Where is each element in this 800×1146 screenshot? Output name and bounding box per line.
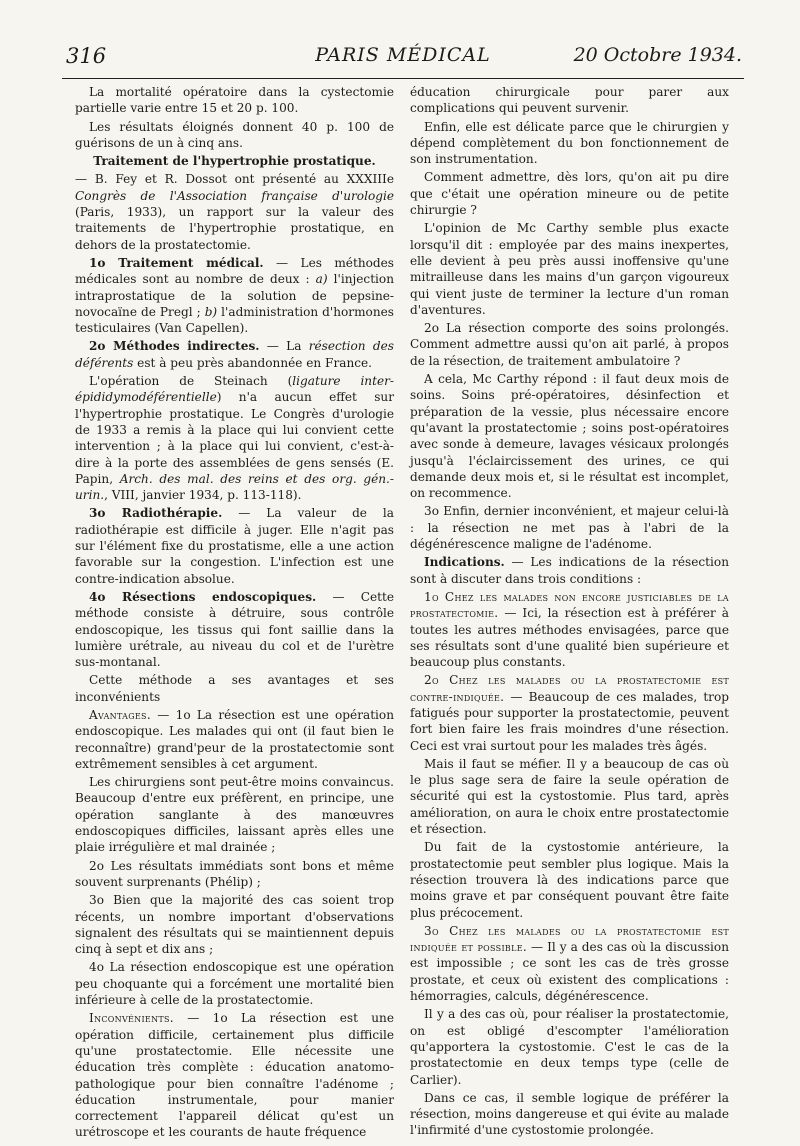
paragraph: Comment admettre, dès lors, qu'on ait pu dire que c'était une opération mineure ou de petite chirurgie ? xyxy=(410,170,729,218)
paragraph: La mortalité opératoire dans la cystectomie partielle varie entre 15 et 20 p. 100. xyxy=(75,85,394,116)
journal-title: PARIS MÉDICAL xyxy=(315,44,491,66)
paragraph: Avantages. — 1o La résection est une opération endoscopique. Les malades qui ont (il faut bien le reconnaître) grand'peur de la prostatectomie sont extrêmement sensibles à cet argument. xyxy=(75,707,394,771)
paragraph: 1o Traitement médical. — Les méthodes médicales sont au nombre de deux : a) l'injection intraprostatique de la solution de pepsine-novocaïne de Pregl ; b) l'administration d'hormones testiculaires (Van Capellen). xyxy=(75,255,394,336)
paragraph: Il y a des cas où, pour réaliser la prostatectomie, on est obligé d'escompter l'amélioration qu'apportera la cystostomie. C'est le cas de la prostatectomie en deux temps type (celle de Carlier). xyxy=(410,1007,729,1087)
paragraph: 3o Bien que la majorité des cas soient trop récents, un nombre important d'observations signalent des résultats qui se maintiennent depuis cinq à sept et dix ans ; xyxy=(75,893,394,957)
paragraph: Inconvénients. — 1o La résection est une opération difficile, certainement plus difficile qu'une prostatectomie. Elle nécessite une éducation très complète : éducation anatomo-pathologique pour bien connaître l'adénome ; éducation instrumentale, pour manier correctement l'appareil délicat qu'est un urétroscope et les courants de haute fréquence xyxy=(75,1011,394,1140)
paragraph: Du fait de la cystostomie antérieure, la prostatectomie peut sembler plus logique. Mais la résection trouvera là des indications parce que moins grave et par conséquent pouvant être faite plus précocement. xyxy=(410,840,729,920)
paragraph: L'opération de Steinach (ligature inter-épididymodéférentielle) n'a aucun effet sur l'hypertrophie prostatique. Le Congrès d'urologie de 1933 a remis à la place qui lui convient cette intervention ; à la place qui lui convient, c'est-à-dire à la porte des assemblées de gens sensés (E. Papin, Arch. des mal. des reins et des org. gén.-urin., VIII, janvier 1934, p. 113-118). xyxy=(75,374,394,503)
paragraph: Les chirurgiens sont peut-être moins convaincus. Beaucoup d'entre eux préfèrent, en principe, une opération sanglante à des manœuvres endoscopiques difficiles, laissant après elles une plaie irrégulière et mal drainée ; xyxy=(75,775,394,855)
paragraph: 1o Chez les malades non encore justiciables de la prostatectomie. — Ici, la résection est à préférer à toutes les autres méthodes envisagées, parce que ses résultats sont d'une qualité bien supérieure et beaucoup plus constants. xyxy=(410,589,729,670)
paragraph: Indications. — Les indications de la résection sont à discuter dans trois conditions : xyxy=(410,555,729,586)
right-column xyxy=(410,84,729,1141)
paragraph: éducation chirurgicale pour parer aux complications qui peuvent survenir. xyxy=(410,85,729,116)
paragraph: Dans ce cas, il semble logique de préférer la résection, moins dangereuse et qui évite au malade l'infirmité d'une cystostomie prolongée. xyxy=(410,1090,729,1138)
paragraph: L'opinion de Mc Carthy semble plus exacte lorsqu'il dit : employée par des mains inexpertes, elle devient à peu près aussi inoffensive qu'une mitrailleuse dans les mains d'un garçon vigoureux qui vient juste de terminer la lecture d'un roman d'aventures. xyxy=(410,221,729,317)
paragraph: 4o Résections endoscopiques. — Cette méthode consiste à détruire, sous contrôle endoscopique, les tissus qui font saillie dans la lumière urétrale, au niveau du col et de l'urètre sus-montanal. xyxy=(75,589,394,670)
paragraph: Enfin, elle est délicate parce que le chirurgien y dépend complètement du bon fonctionnement de son instrumentation. xyxy=(410,119,729,167)
paragraph: — B. Fey et R. Dossot ont présenté au XXXIIIe Congrès de l'Association française d'urologie (Paris, 1933), un rapport sur la valeur des traitements de l'hypertrophie prostatique, en dehors de la prostatectomie. xyxy=(75,172,394,252)
paragraph: 3o Chez les malades ou la prostatectomie est indiquée et possible. — Il y a des cas où la discussion est impossible ; ce sont les cas de très grosse prostate, et ceux où existent des complications : hémorragies, calculs, dégénérescence. xyxy=(410,923,729,1004)
page-header xyxy=(62,38,744,79)
paragraph: 2o La résection comporte des soins prolongés. Comment admettre aussi qu'on ait parlé, à propos de la résection, de traitement ambulatoire ? xyxy=(410,321,729,368)
section-heading: Traitement de l'hypertrophie prostatique. xyxy=(93,154,376,169)
left-column xyxy=(75,84,394,1143)
paragraph: 3o Enfin, dernier inconvénient, et majeur celui-là : la résection ne met pas à l'abri de la dégénérescence maligne de l'adénome. xyxy=(410,504,729,552)
issue-date: 20 Octobre 1934. xyxy=(573,44,742,66)
paragraph: 2o Méthodes indirectes. — La résection des déférents est à peu près abandonnée en France. xyxy=(75,339,394,370)
page-number: 316 xyxy=(66,44,107,68)
paragraph: A cela, Mc Carthy répond : il faut deux mois de soins. Soins pré-opératoires, désinfection et préparation de la vessie, plus nécessaire encore qu'avant la prostatectomie ; soins post-opératoires avec sonde à demeure, lavages vésicaux prolongés jusqu'à l'éclaircissement des urines, ce qui demande deux mois et, si le résultat est incomplet, on recommence. xyxy=(410,372,729,501)
paragraph: 2o Les résultats immédiats sont bons et même souvent surprenants (Phélip) ; xyxy=(75,858,394,889)
paragraph: Les résultats éloignés donnent 40 p. 100 de guérisons de un à cinq ans. xyxy=(75,119,394,150)
paragraph: Mais il faut se méfier. Il y a beaucoup de cas où le plus sage sera de faire la seule opération de sécurité qui est la cystostomie. Plus tard, après amélioration, on aura le choix entre prostatectomie et résection. xyxy=(410,756,729,837)
paragraph: 3o Radiothérapie. — La valeur de la radiothérapie est difficile à juger. Elle n'agit pas sur l'élément fixe du prostatisme, elle a une action favorable sur la congestion. L'infection est une contre-indication absolue. xyxy=(75,506,394,586)
paragraph: 2o Chez les malades ou la prostatectomie est contre-indiquée. — Beaucoup de ces malades, trop fatigués pour supporter la prostatectomie, peuvent fort bien faire les frais moindres d'une résection. Ceci est vrai surtout pour les malades très âgés. xyxy=(410,673,729,753)
paragraph: 4o La résection endoscopique est une opération peu choquante qui a forcément une mortalité bien inférieure à celle de la prostatectomie. xyxy=(75,960,394,1008)
paragraph: Cette méthode a ses avantages et ses inconvénients xyxy=(75,673,394,704)
